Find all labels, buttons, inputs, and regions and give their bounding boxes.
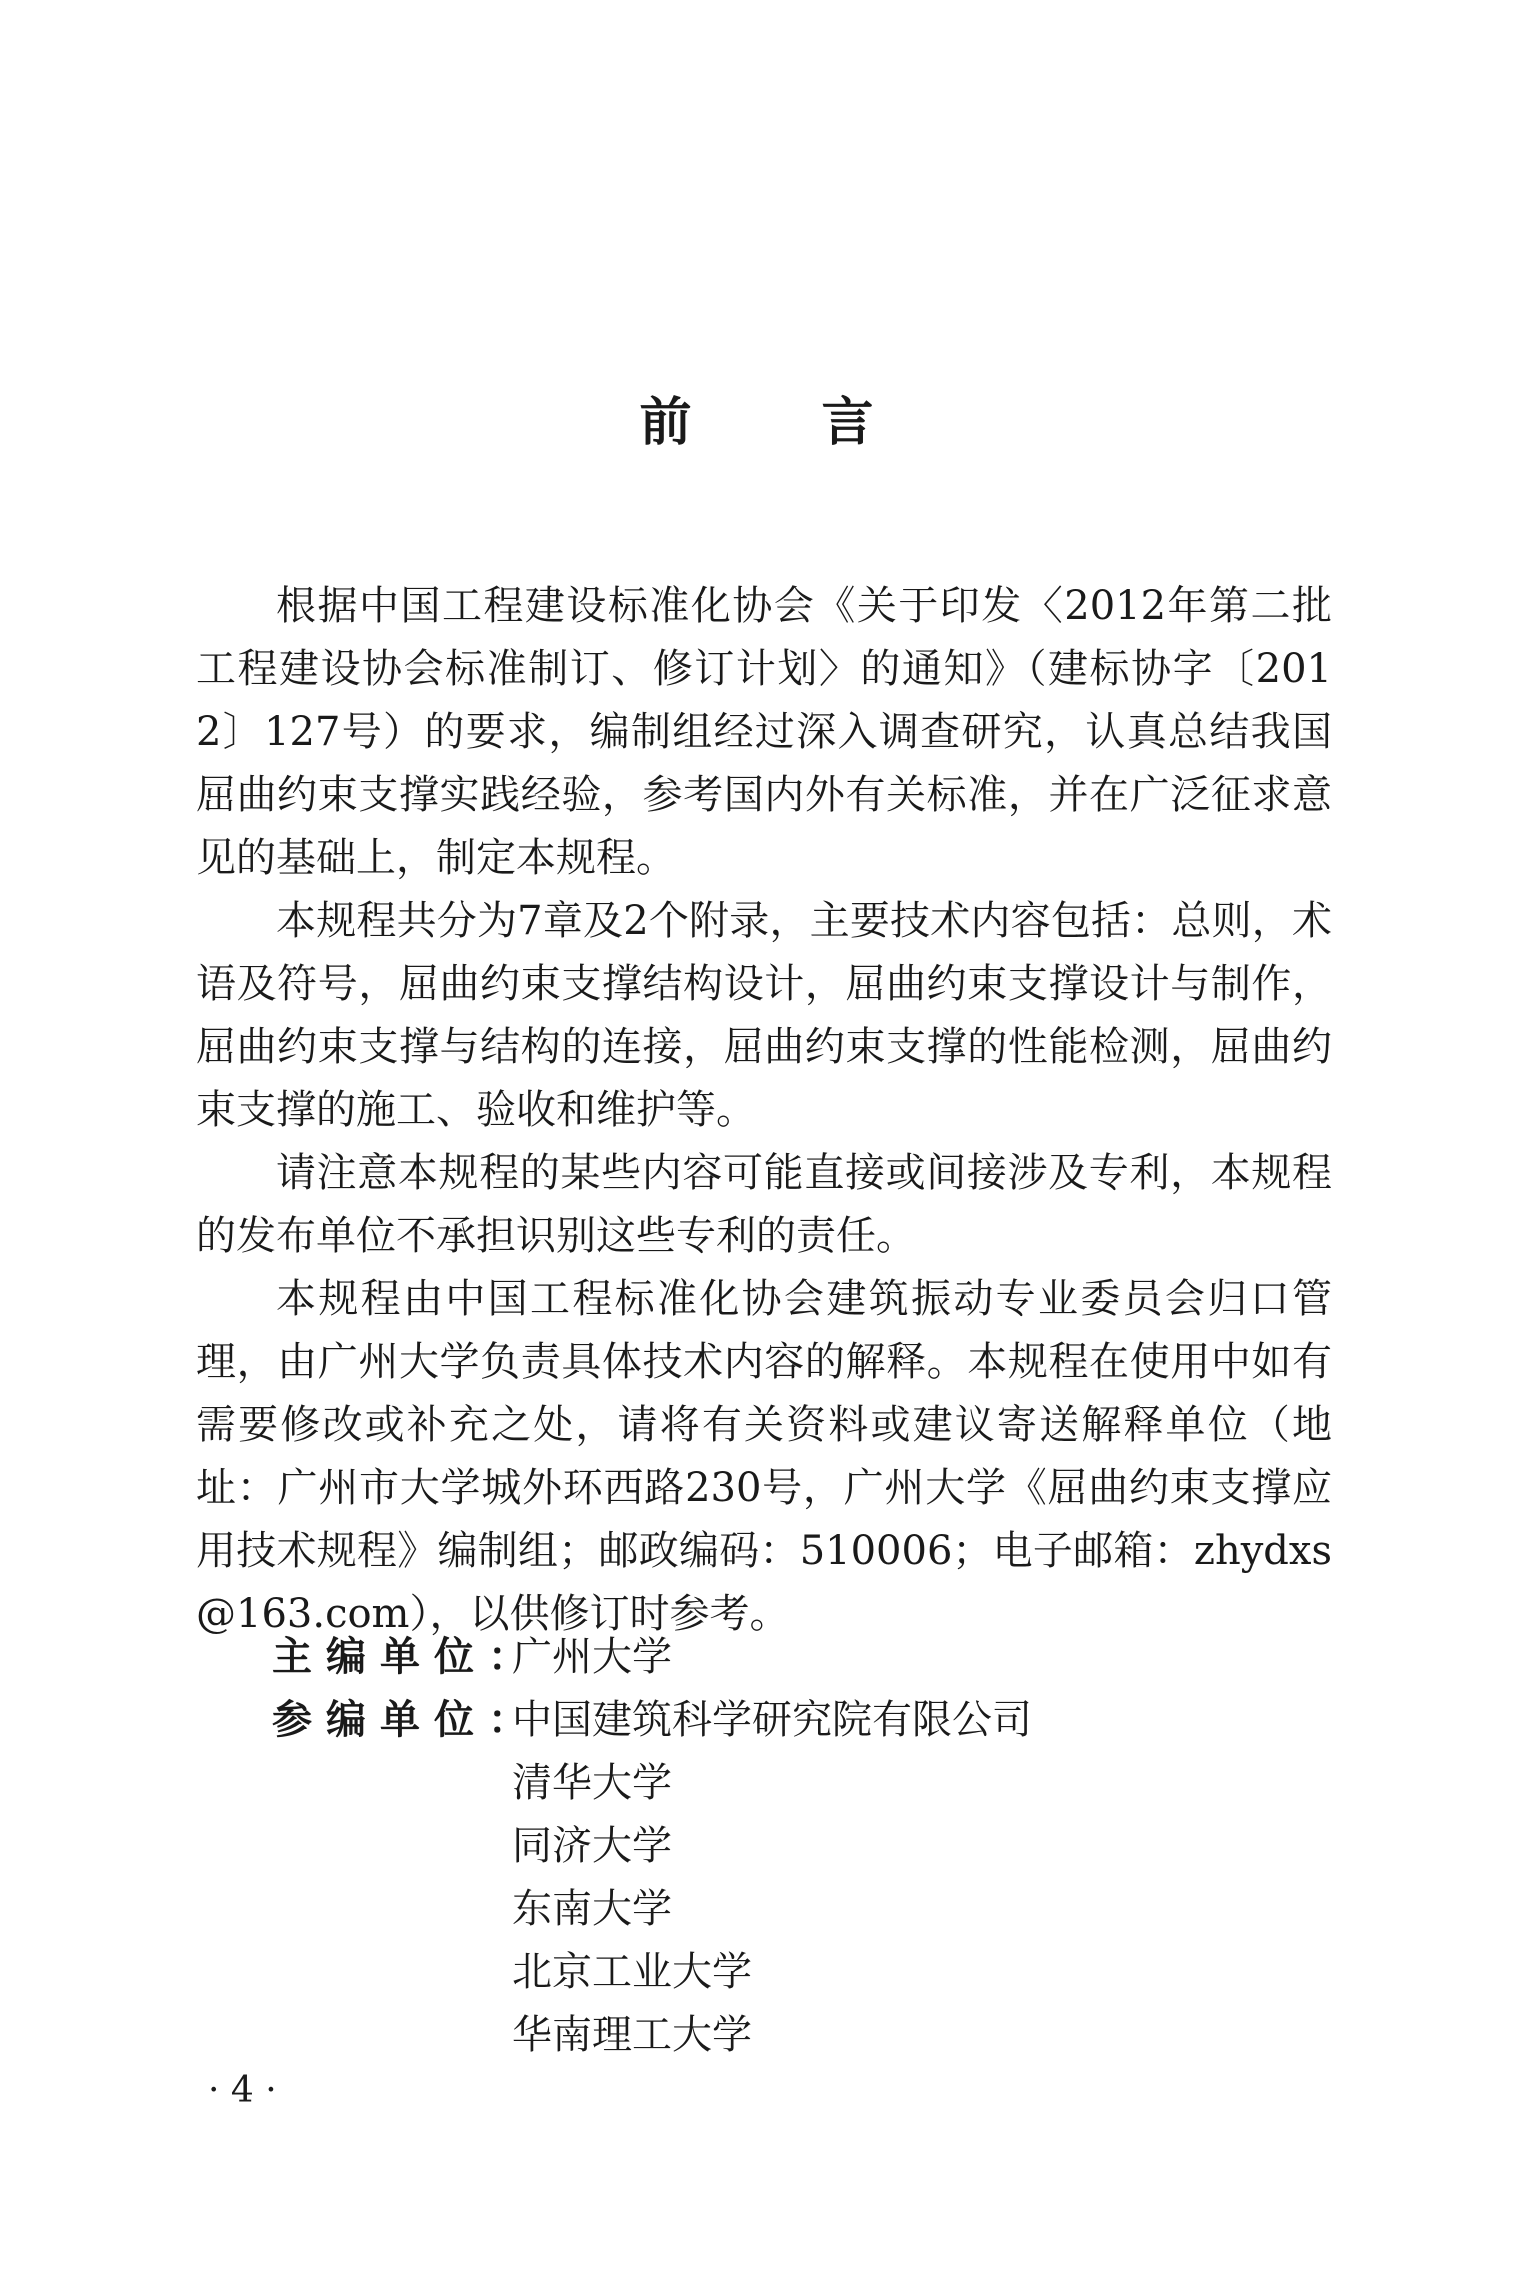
chief-unit-label: 主编单位： [272,1634,542,1680]
chief-unit-value: 广州大学 [512,1634,672,1680]
chief-unit-block [272,1626,672,1689]
page-number: · 4 · [208,2070,277,2111]
participating-unit: 东南大学 [512,1886,672,1932]
participating-unit: 清华大学 [512,1760,672,1806]
preface-body [196,575,1332,1646]
page-title: 前言 [639,393,1004,453]
paragraph-basis: 根据中国工程建设标准化协会《关于印发〈2012年第二批工程建设协会标准制订、修订计划〉的通知》（建标协字〔2012〕127号）的要求，编制组经过深入调查研究，认真总结我国屈曲约束支撑实践经验，参考国内外有关标准，并在广泛征求意见的基础上，制定本规程。 [196,583,1332,881]
paragraph-management: 本规程由中国工程标准化协会建筑振动专业委员会归口管理，由广州大学负责具体技术内容的解释。本规程在使用中如有需要修改或补充之处，请将有关资料或建议寄送解释单位（地址：广州市大学城外环西路230号，广州大学《屈曲约束支撑应用技术规程》编制组；邮政编码：510006；电子邮箱：zhydxs@163.com），以供修订时参考。 [196,1276,1332,1637]
participating-unit: 中国建筑科学研究院有限公司 [512,1697,1032,1743]
participating-unit: 华南理工大学 [512,2012,752,2058]
participating-units-label: 参编单位： [272,1697,542,1743]
participating-unit: 北京工业大学 [512,1949,752,1995]
participating-unit: 同济大学 [512,1823,672,1869]
participating-units-block [272,1689,1032,2067]
paragraph-patent: 请注意本规程的某些内容可能直接或间接涉及专利，本规程的发布单位不承担识别这些专利的责任。 [196,1150,1332,1259]
paragraph-contents: 本规程共分为7章及2个附录，主要技术内容包括：总则，术语及符号，屈曲约束支撑结构设计，屈曲约束支撑设计与制作，屈曲约束支撑与结构的连接，屈曲约束支撑的性能检测，屈曲约束支撑的施工、验收和维护等。 [196,898,1332,1133]
